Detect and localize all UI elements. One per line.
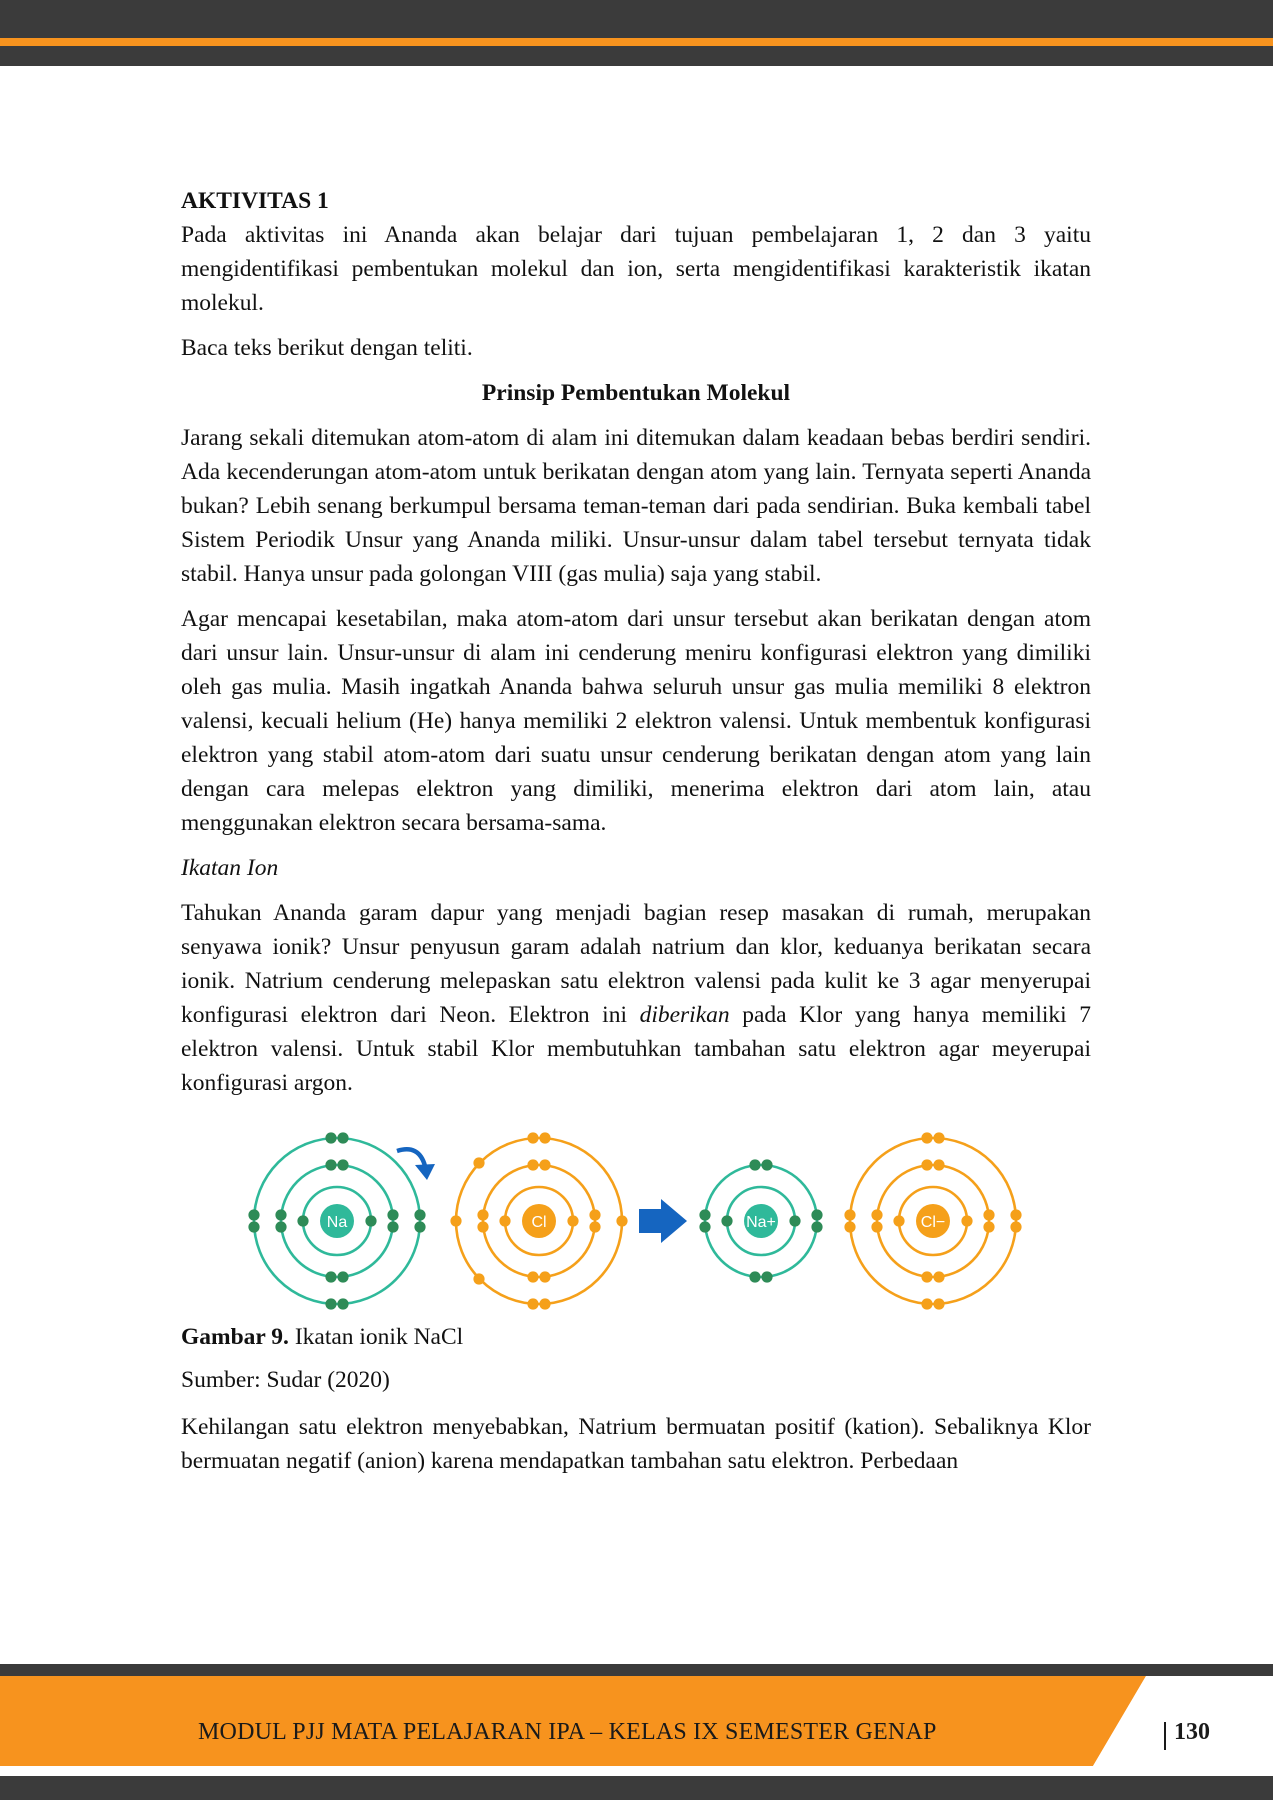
electron [933, 1271, 944, 1282]
section-title: Prinsip Pembentukan Molekul [481, 380, 791, 406]
electron [699, 1221, 710, 1232]
electron [539, 1271, 550, 1282]
na-atom [248, 1132, 425, 1309]
electron [789, 1215, 800, 1226]
electron [921, 1159, 932, 1170]
electron [811, 1209, 822, 1220]
footer-separator [1164, 1722, 1166, 1750]
electron [325, 1159, 336, 1170]
paragraph-3-after: pada Klor yang hanya memiliki 7 elektron valensi. Untuk stabil Klor membutuhkan tambahan satu elektron agar meyerupai konfigurasi argon. [181, 1002, 1091, 1096]
electron [325, 1271, 336, 1282]
electron [248, 1221, 259, 1232]
electron [477, 1221, 488, 1232]
electron [844, 1221, 855, 1232]
electron [761, 1271, 772, 1282]
electron [527, 1159, 538, 1170]
electron [933, 1298, 944, 1309]
electron [477, 1209, 488, 1220]
electron [933, 1132, 944, 1143]
electron [499, 1215, 510, 1226]
electron [527, 1298, 538, 1309]
cl-atom [450, 1132, 627, 1309]
na-ion [699, 1159, 822, 1282]
electron [961, 1215, 972, 1226]
electron [248, 1209, 259, 1220]
atom-symbol: Cl− [920, 1214, 946, 1231]
reaction-arrow-icon [639, 1199, 687, 1243]
activity-title: AKTIVITAS 1 [181, 188, 329, 214]
header-bar-lower [0, 46, 1273, 66]
electron [893, 1215, 904, 1226]
electron [933, 1159, 944, 1170]
electron [921, 1298, 932, 1309]
electron [473, 1273, 484, 1284]
paragraph-3-emphasis: diberikan [639, 1002, 730, 1028]
electron [297, 1215, 308, 1226]
electron [450, 1215, 461, 1226]
paragraph-3 [181, 896, 1091, 1100]
electron-transfer-arrow-icon [397, 1149, 425, 1166]
electron [811, 1221, 822, 1232]
paragraph-2: Agar mencapai kesetabilan, maka atom-atom dari unsur tersebut akan berikatan dengan atom dari unsur lain. Unsur-unsur di alam ini cenderung meniru konfigurasi elektron yang dimiliki oleh gas mulia. Masih ingatkah Ananda bahwa seluruh unsur gas mulia memiliki 8 elektron valensi, kecuali helium (He) hanya memiliki 2 elektron valensi. Untuk membentuk konfigurasi elektron yang stabil atom-atom dari suatu unsur cenderung berikatan dengan atom yang lain dengan cara melepas elektron yang dimiliki, menerima elektron dari atom lain, atau menggunakan elektron secara bersama-sama. [181, 606, 1091, 836]
atom-symbol: Na+ [746, 1214, 776, 1231]
paragraph-1: Jarang sekali ditemukan atom-atom di alam ini ditemukan dalam keadaan bebas berdiri sendiri. Ada kecenderungan atom-atom untuk berikatan dengan atom yang lain. Ternyata seperti Ananda bukan? Lebih senang berkumpul bersama teman-teman dari pada sendirian. Buka kembali tabel Sistem Periodik Unsur yang Ananda miliki. Unsur-unsur dalam tabel tersebut ternyata tidak stabil. Hanya unsur pada golongan VIII (gas mulia) saja yang stabil. [181, 425, 1091, 587]
footer-module-title: MODUL PJJ MATA PELAJARAN IPA – KELAS IX SEMESTER GENAP [198, 1719, 937, 1745]
cl-ion [844, 1132, 1021, 1309]
page-number: 130 [1174, 1719, 1210, 1745]
electron [527, 1132, 538, 1143]
electron [325, 1298, 336, 1309]
electron [616, 1215, 627, 1226]
electron [589, 1209, 600, 1220]
electron [589, 1221, 600, 1232]
intro-paragraph: Pada aktivitas ini Ananda akan belajar dari tujuan pembelajaran 1, 2 dan 3 yaitu mengidentifikasi pembentukan molekul dan ion, serta mengidentifikasi karakteristik ikatan molekul. [181, 222, 1091, 316]
paragraph-4: Kehilangan satu elektron menyebabkan, Natrium bermuatan positif (kation). Sebaliknya Klor bermuatan negatif (anion) karena mendapatkan tambahan satu elektron. Perbedaan [181, 1414, 1091, 1474]
atom-symbol: Cl [531, 1214, 547, 1231]
electron [921, 1271, 932, 1282]
electron [337, 1271, 348, 1282]
electron [337, 1159, 348, 1170]
electron [414, 1221, 425, 1232]
electron-transfer-arrowhead-icon [415, 1164, 435, 1180]
electron [1010, 1221, 1021, 1232]
electron [699, 1209, 710, 1220]
electron [337, 1132, 348, 1143]
electron [983, 1209, 994, 1220]
electron [527, 1271, 538, 1282]
ionic-bond-diagram [181, 1111, 1091, 1321]
electron [387, 1221, 398, 1232]
electron [871, 1209, 882, 1220]
electron [871, 1221, 882, 1232]
electron [983, 1221, 994, 1232]
electron [275, 1221, 286, 1232]
electron [721, 1215, 732, 1226]
electron [473, 1157, 484, 1168]
electron [275, 1209, 286, 1220]
figure-caption [181, 1321, 1091, 1353]
electron [337, 1298, 348, 1309]
electron [761, 1159, 772, 1170]
electron [844, 1209, 855, 1220]
paragraph-3-before: Tahukan Ananda garam dapur yang menjadi bagian resep masakan di rumah, merupakan senyawa ionik? Unsur penyusun garam adalah natrium dan klor, keduanya berikatan secara ionik. Natrium cenderung melepaskan satu elektron valensi pada kulit ke 3 agar menyerupai konfigurasi elektron dari Neon. Elektron ini [181, 900, 1091, 1028]
header-bar [0, 0, 1273, 38]
electron [749, 1271, 760, 1282]
page-content [181, 184, 1091, 1489]
electron [921, 1132, 932, 1143]
electron [414, 1209, 425, 1220]
instruction-text: Baca teks berikut dengan teliti. [181, 335, 473, 361]
electron [365, 1215, 376, 1226]
electron [1010, 1209, 1021, 1220]
electron [325, 1132, 336, 1143]
header-accent-stripe [0, 38, 1273, 46]
electron [539, 1298, 550, 1309]
ionic-bond-figure [181, 1111, 1091, 1321]
electron [539, 1132, 550, 1143]
caption-label: Gambar 9. [181, 1324, 289, 1350]
caption-text: Ikatan ionik NaCl [294, 1324, 464, 1350]
electron [387, 1209, 398, 1220]
figure-source: Sumber: Sudar (2020) [181, 1367, 390, 1393]
electron [539, 1159, 550, 1170]
atom-symbol: Na [326, 1214, 348, 1231]
electron [567, 1215, 578, 1226]
subheading-ikatan-ion: Ikatan Ion [181, 855, 279, 881]
electron [749, 1159, 760, 1170]
